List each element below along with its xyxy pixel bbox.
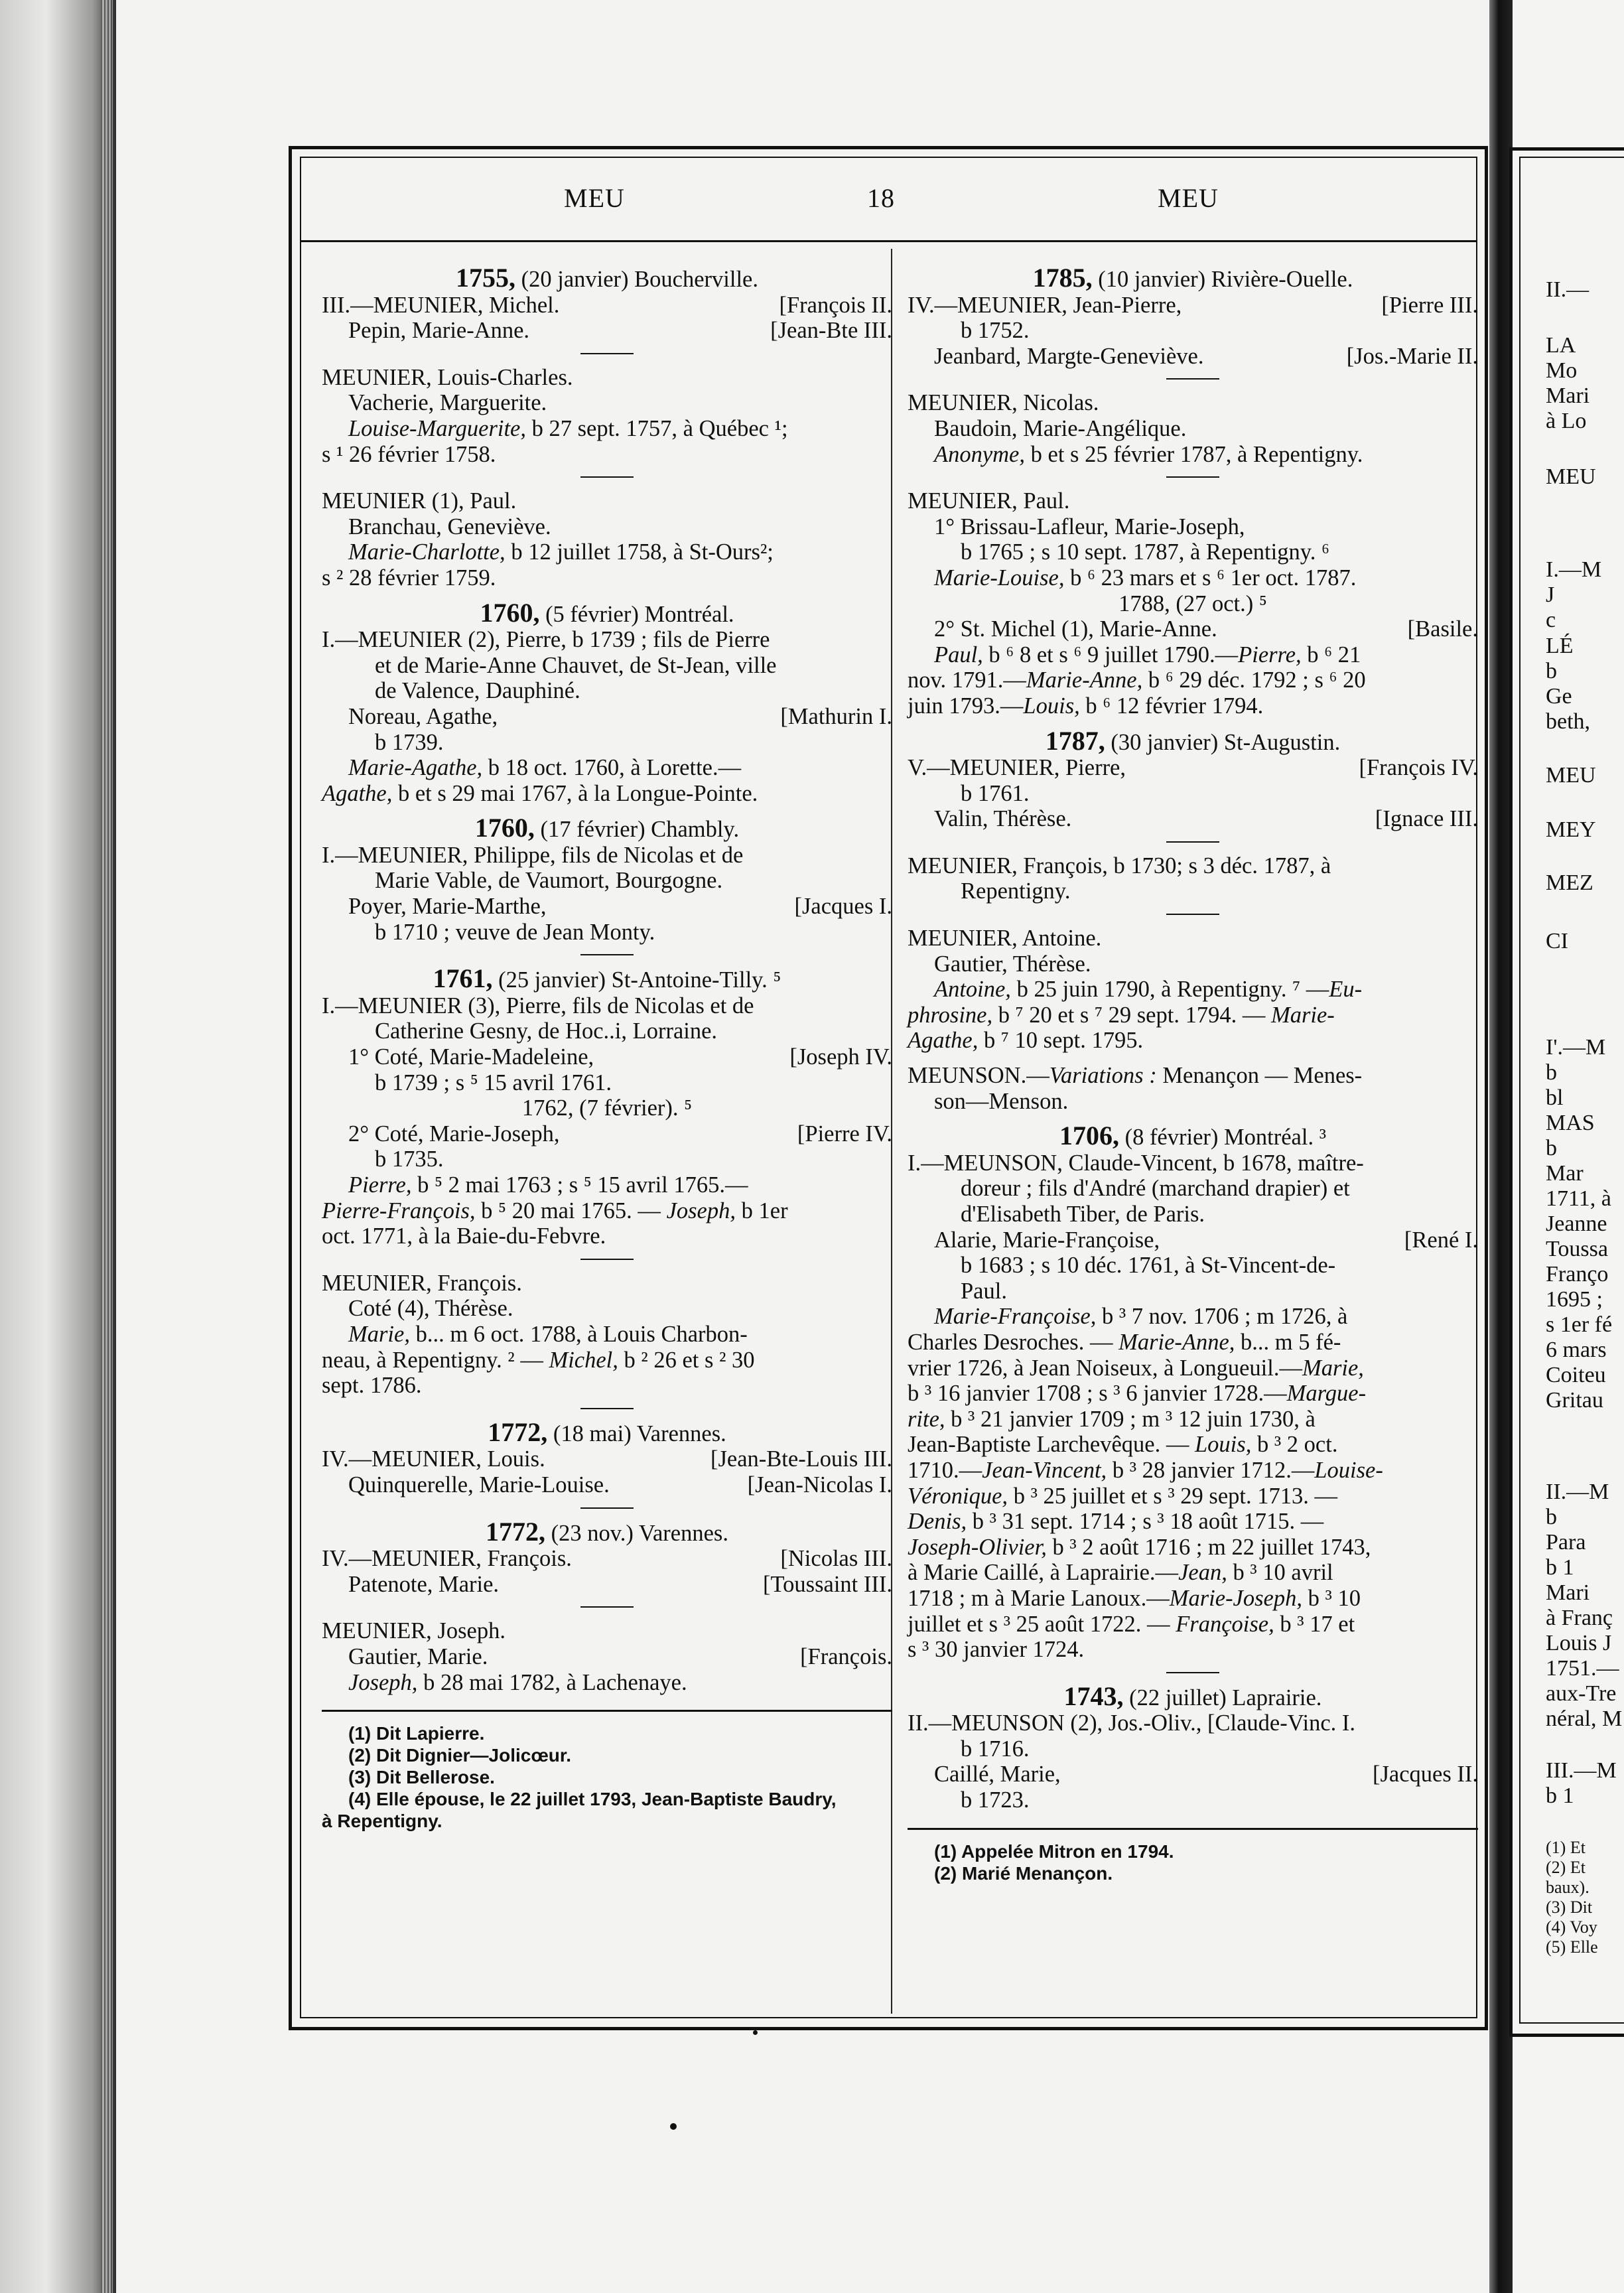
- ink-speck: [670, 2123, 677, 2130]
- entry-year: 1772,: [486, 1516, 546, 1547]
- entry: MEUNIER, Louis-Charles. Vacherie, Marguerite. Louise-Marguerite, b 27 sept. 1757, à Québec ¹; s ¹ 26 février 1758.: [322, 364, 788, 467]
- next-page-fragment: c: [1546, 608, 1556, 632]
- next-page-fragment: Gritau: [1546, 1388, 1603, 1413]
- next-page-fragment: Toussa: [1546, 1237, 1608, 1261]
- next-page-fragment: (4) Voy: [1546, 1917, 1597, 1937]
- next-page-fragment: baux).: [1546, 1878, 1590, 1897]
- next-page-fragment: b 1: [1546, 1555, 1574, 1580]
- next-page-fragment: (5) Elle: [1546, 1937, 1598, 1957]
- separator-dash: [580, 1408, 634, 1409]
- footnote: à Repentigny.: [322, 1811, 442, 1832]
- next-page-fragment: aux-Tre: [1546, 1681, 1617, 1706]
- entry-heading: 1787, (30 janvier) St-Augustin.: [1045, 725, 1341, 756]
- next-page-fragment: LA: [1546, 333, 1576, 358]
- next-page-fragment: III.—M: [1546, 1758, 1617, 1783]
- entry-year: 1787,: [1045, 725, 1105, 756]
- next-page-fragment: I.—M: [1546, 557, 1602, 582]
- footnote: (4) Elle épouse, le 22 juillet 1793, Jean-Baptiste Baudry,: [348, 1789, 837, 1810]
- entry: 1772, (23 nov.) Varennes. IV.—MEUNIER, François. [Nicolas III. Patenote, Marie. [Toussaint III.: [322, 1516, 892, 1597]
- entry-year: 1785,: [1032, 263, 1093, 293]
- header-left: MEU: [564, 183, 625, 213]
- footnote: (2) Marié Menançon.: [934, 1862, 1113, 1884]
- entry-heading: 1743, (22 juillet) Laprairie.: [1063, 1681, 1322, 1711]
- entry: 1785, (10 janvier) Rivière-Ouelle. IV.—MEUNIER, Jean-Pierre, [Pierre III. b 1752. Jeanbard, Margte-Geneviève. [Jos.-Marie II.: [908, 263, 1478, 369]
- next-page-fragment: s 1er fé: [1546, 1312, 1613, 1337]
- separator-dash: [580, 1606, 634, 1608]
- next-page-fragment: néral, M: [1546, 1706, 1623, 1731]
- entry-heading: 1706, (8 février) Montréal. ³: [1059, 1121, 1327, 1151]
- next-page-fragment: MAS: [1546, 1111, 1595, 1135]
- next-page-fragment: bl: [1546, 1085, 1564, 1110]
- right-column: [908, 265, 1478, 1884]
- entry-heading: 1760, (5 février) Montréal.: [480, 597, 734, 628]
- next-page-fragment: Mar: [1546, 1161, 1584, 1186]
- entry: MEUNIER, Joseph. Gautier, Marie. [François. Joseph, b 28 mai 1782, à Lachenaye.: [322, 1618, 892, 1695]
- next-page-fragment: MEU: [1546, 763, 1596, 788]
- footnote-rule: [908, 1828, 1478, 1830]
- footnote: (1) Dit Lapierre.: [348, 1723, 485, 1744]
- next-page-fragment: b: [1546, 659, 1557, 683]
- separator-dash: [1166, 476, 1219, 478]
- header-rule: [300, 240, 1477, 242]
- next-page-fragment: MEU: [1546, 464, 1596, 489]
- ink-speck: [753, 2030, 758, 2035]
- scan-left-margin: [0, 0, 116, 2293]
- entry-year: 1761,: [433, 963, 493, 994]
- separator-dash: [1166, 914, 1219, 915]
- header-right: MEU: [1158, 183, 1219, 213]
- next-page-fragment: (1) Et: [1546, 1838, 1586, 1857]
- next-page-fragment: Jeanne: [1546, 1212, 1607, 1236]
- entry-year: 1760,: [474, 813, 535, 843]
- entry: 1760, (5 février) Montréal. I.—MEUNIER (2), Pierre, b 1739 ; fils de Pierre et de Marie-Anne Chauvet, de St-Jean, ville de Valence, Dauphiné. Noreau, Agathe, [Mathurin I. b 1739. Marie-Agathe, b 18 oct. 1760, à Lorette.— Agathe, b et s 29 mai 1767, à la Longue-Pointe.: [322, 597, 892, 806]
- next-page-fragment: II.—: [1546, 277, 1590, 302]
- separator-dash: [580, 1259, 634, 1260]
- entry: MEUNIER (1), Paul. Branchau, Geneviève. Marie-Charlotte, b 12 juillet 1758, à St-Ours²; s ² 28 février 1759.: [322, 488, 774, 591]
- entry: MEUNIER, François. Coté (4), Thérèse. Marie, b... m 6 oct. 1788, à Louis Charbon- neau, à Repentigny. ² — Michel, b ² 26 et s ² 30 sept. 1786.: [322, 1270, 755, 1399]
- next-page-fragment: beth,: [1546, 709, 1591, 734]
- entry: 1706, (8 février) Montréal. ³ I.—MEUNSON, Claude-Vincent, b 1678, maître- doreur ; fils d'André (marchand drapier) et d'Elisabeth Tiber, de Paris. Alarie, Marie-Françoise, [René I. b 1683 ; s 10 déc. 1761, à St-Vincent-de- Paul. Marie-Françoise, b ³ 7 nov. 1706 ; m 1726, à Charles Desroches. — Marie-Anne, b... m 5 fé- vrier 1726, à Jean Noiseux, à Longueuil.—Marie, b ³ 16 janvier 1708 ; s ³ 6 janvier 1728.—Margue- rite, b ³ 21 janvier 1709 ; m ³ 12 juin 1730, à Jean-Baptiste Larchevêque. — Louis, b ³ 2 oct. 1710.—Jean-Vincent, b ³ 28 janvier 1712.—Louise- Véronique, b ³ 25 juillet et s ³ 29 sept. 1713. — Denis, b ³ 31 sept. 1714 ; s ³ 18 août 1715. — Joseph-Olivier, b ³ 2 août 1716 ; m 22 juillet 1743, à Marie Caillé, à Laprairie.—Jean, b ³ 10 avril 1718 ; m à Marie Lanoux.—Marie-Joseph, b ³ 10 juillet et s ³ 25 août 1722. — Françoise, b ³ 17 et s ³ 30 janvier 1724.: [908, 1121, 1478, 1663]
- next-page-fragment: 6 mars: [1546, 1338, 1607, 1362]
- separator-dash: [580, 954, 634, 955]
- entry: MEUNSON.—Variations : Menançon — Menes- son—Menson.: [908, 1063, 1363, 1114]
- separator-dash: [580, 476, 634, 478]
- entry-heading: 1772, (18 mai) Varennes.: [488, 1417, 726, 1447]
- next-page-fragment: CI: [1546, 929, 1568, 953]
- separator-dash: [580, 353, 634, 354]
- next-page-fragment: Mari: [1546, 383, 1590, 408]
- entry-heading: 1760, (17 février) Chambly.: [474, 813, 740, 843]
- entry: 1755, (20 janvier) Boucherville. III.—MEUNIER, Michel. [François II. Pepin, Marie-Anne. [Jean-Bte III.: [322, 263, 892, 344]
- next-page-fragment: MEY: [1546, 817, 1596, 842]
- next-page-fragment: Mari: [1546, 1580, 1590, 1605]
- next-page-fragment: b: [1546, 1060, 1557, 1085]
- separator-dash: [580, 1507, 634, 1509]
- page-header: [300, 176, 1477, 216]
- next-page-fragment: Franço: [1546, 1262, 1609, 1286]
- next-page-fragment: II.—M: [1546, 1480, 1609, 1504]
- next-page-frame-inner: [1519, 157, 1624, 2024]
- next-page-fragment: Coiteu: [1546, 1363, 1606, 1387]
- entry-heading: 1772, (23 nov.) Varennes.: [486, 1516, 728, 1547]
- footnotes: [908, 1841, 1478, 1884]
- separator-dash: [1166, 378, 1219, 380]
- footnote-rule: [322, 1710, 892, 1712]
- next-page-fragment: 1711, à: [1546, 1186, 1611, 1211]
- entry: MEUNIER, François, b 1730; s 3 déc. 1787, à Repentigny.: [908, 853, 1331, 904]
- entry: MEUNIER, Nicolas. Baudoin, Marie-Angélique. Anonyme, b et s 25 février 1787, à Repentigny.: [908, 390, 1363, 467]
- next-page-fragment: Ge: [1546, 684, 1572, 709]
- next-page-fragment: Louis J: [1546, 1631, 1612, 1655]
- next-page-fragment: b: [1546, 1136, 1557, 1160]
- separator-dash: [1166, 841, 1219, 843]
- next-page-fragment: J: [1546, 583, 1555, 607]
- next-page-fragment: I'.—M: [1546, 1035, 1606, 1060]
- next-page-fragment: à Lo: [1546, 409, 1587, 433]
- next-page-fragment: 1695 ;: [1546, 1287, 1603, 1312]
- separator-dash: [1166, 1672, 1219, 1673]
- entry-year: 1755,: [456, 263, 516, 293]
- entry: 1772, (18 mai) Varennes. IV.—MEUNIER, Louis. [Jean-Bte-Louis III. Quinquerelle, Marie-Louise. [Jean-Nicolas I.: [322, 1417, 892, 1497]
- left-column: [322, 265, 892, 1832]
- next-page-fragment: b 1: [1546, 1783, 1574, 1808]
- entry-year: 1760,: [480, 597, 540, 628]
- footnote: (1) Appelée Mitron en 1794.: [934, 1841, 1174, 1862]
- next-page-fragment: (2) Et: [1546, 1858, 1586, 1877]
- entry: 1743, (22 juillet) Laprairie. II.—MEUNSON (2), Jos.-Oliv., [Claude-Vinc. I. b 1716. Caillé, Marie, [Jacques II. b 1723.: [908, 1681, 1478, 1813]
- entry-heading: 1755, (20 janvier) Boucherville.: [456, 263, 758, 293]
- book-gutter: [101, 0, 113, 2293]
- next-page-fragment: (3) Dit: [1546, 1898, 1593, 1917]
- entry-heading: 1761, (25 janvier) St-Antoine-Tilly. ⁵: [433, 963, 781, 994]
- next-page-fragment: MEZ: [1546, 870, 1593, 895]
- footnotes: [322, 1722, 892, 1832]
- entry-heading: 1785, (10 janvier) Rivière-Ouelle.: [1032, 263, 1353, 293]
- entry: MEUNIER, Antoine. Gautier, Thérèse. Antoine, b 25 juin 1790, à Repentigny. ⁷ —Eu- phrosine, b ⁷ 20 et s ⁷ 29 sept. 1794. — Marie- Agathe, b ⁷ 10 sept. 1795.: [908, 926, 1363, 1054]
- entry-year: 1743,: [1063, 1681, 1124, 1711]
- next-page-fragment: Para: [1546, 1530, 1586, 1555]
- next-page-fragment: Mo: [1546, 358, 1578, 383]
- next-page-fragment: LÉ: [1546, 634, 1574, 658]
- footnote: (3) Dit Bellerose.: [348, 1767, 495, 1788]
- entry: 1760, (17 février) Chambly. I.—MEUNIER, Philippe, fils de Nicolas et de Marie Vable, de Vaumort, Bourgogne. Poyer, Marie-Marthe, [Jacques I. b 1710 ; veuve de Jean Monty.: [322, 813, 892, 945]
- entry: MEUNIER, Paul. 1° Brissau-Lafleur, Marie-Joseph, b 1765 ; s 10 sept. 1787, à Repentigny. ⁶ Marie-Louise, b ⁶ 23 mars et s ⁶ 1er oct. 1787. 1788, (27 oct.) ⁵ 2° St. Michel (1), Marie-Anne. [Basile. Paul, b ⁶ 8 et s ⁶ 9 juillet 1790.—Pierre, b ⁶ 21 nov. 1791.—Marie-Anne, b ⁶ 29 déc. 1792 ; s ⁶ 20 juin 1793.—Louis, b ⁶ 12 février 1794.: [908, 488, 1478, 719]
- entry: 1761, (25 janvier) St-Antoine-Tilly. ⁵ I.—MEUNIER (3), Pierre, fils de Nicolas et de Catherine Gesny, de Hoc..i, Lorraine. 1° Coté, Marie-Madeleine, [Joseph IV. b 1739 ; s ⁵ 15 avril 1761. 1762, (7 février). ⁵ 2° Coté, Marie-Joseph, [Pierre IV. b 1735. Pierre, b ⁵ 2 mai 1763 ; s ⁵ 15 avril 1765.— Pierre-François, b ⁵ 20 mai 1765. — Joseph, b 1er oct. 1771, à la Baie-du-Febvre.: [322, 963, 892, 1249]
- entry: 1787, (30 janvier) St-Augustin. V.—MEUNIER, Pierre, [François IV. b 1761. Valin, Thérèse. [Ignace III.: [908, 725, 1478, 832]
- footnote: (2) Dit Dignier—Jolicœur.: [348, 1745, 572, 1766]
- entry-year: 1772,: [488, 1417, 548, 1447]
- page-number: 18: [867, 183, 895, 213]
- next-page-fragment: à Franç: [1546, 1606, 1613, 1630]
- next-page-fragment: 1751.—: [1546, 1656, 1619, 1681]
- entry-year: 1706,: [1059, 1121, 1119, 1151]
- next-page-fragment: b: [1546, 1505, 1557, 1529]
